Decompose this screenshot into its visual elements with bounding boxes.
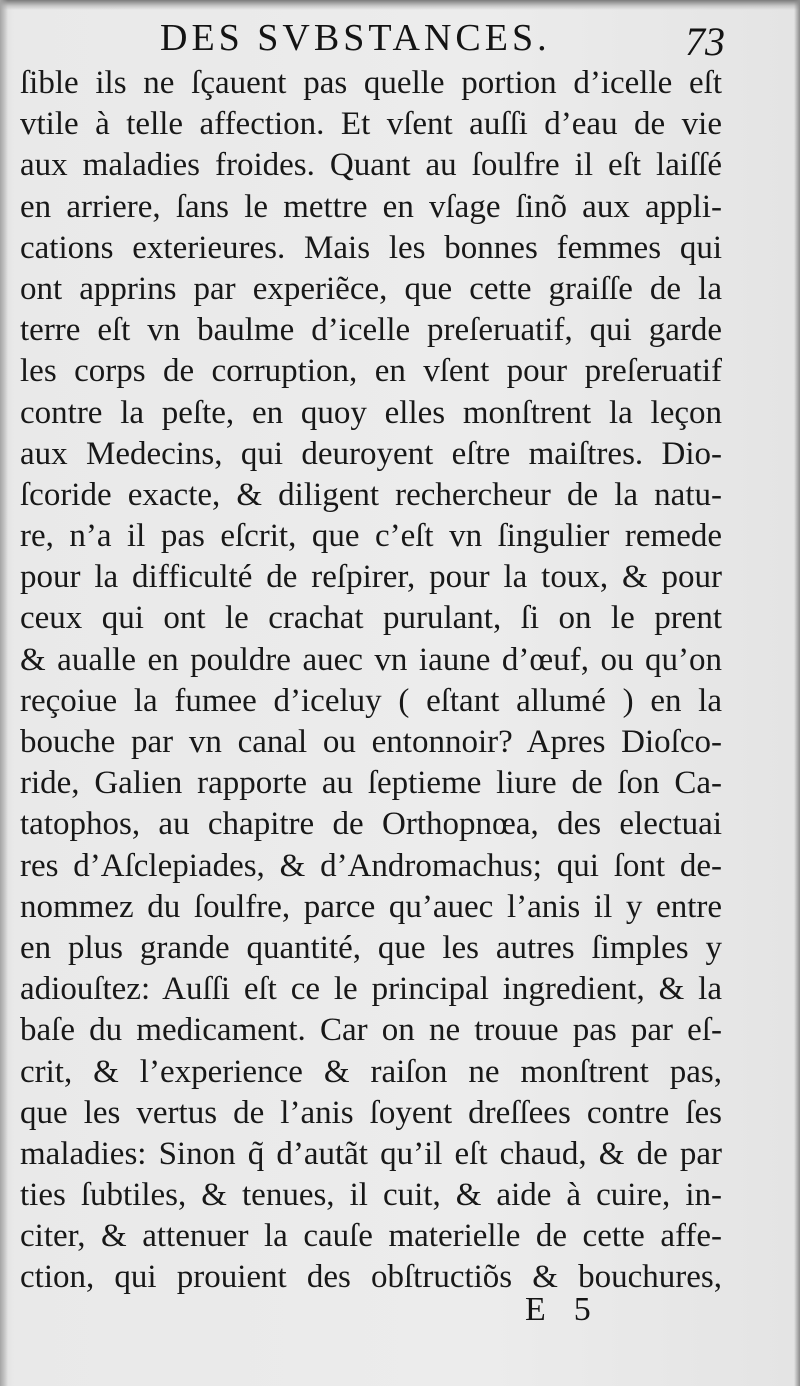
text-line: ont apprins par experiẽce, que cette graiſſe de la — [20, 270, 722, 307]
text-line: reçoiue la fumee d’iceluy ( eſtant allumé ) en la — [20, 682, 722, 719]
signature-letter: E — [525, 1291, 546, 1328]
text-line: bouche par vn canal ou entonnoir? Apres Dioſco- — [20, 724, 722, 760]
text-line: pour la difficulté de reſpirer, pour la toux, & pour — [20, 559, 722, 596]
text-line: adiouſtez: Auſſi eſt ce le principal ingredient, & la — [20, 971, 722, 1008]
text-line: en plus grande quantité, que les autres ſimples y — [20, 929, 722, 966]
text-line: ſcoride exacte, & diligent rechercheur de la natu- — [20, 476, 722, 513]
body-text — [20, 63, 722, 1299]
text-line: aux Medecins, qui deuroyent eſtre maiſtres. Dio- — [20, 435, 722, 472]
text-line: contre la peſte, en quoy elles monſtrent la leçon — [20, 394, 722, 431]
text-line: ceux qui ont le crachat purulant, ſi on le prent — [20, 600, 722, 637]
text-line: terre eſt vn baulme d’icelle preſeruatif, qui garde — [20, 312, 722, 349]
text-line: ction, qui prouient des obſtructiõs & bouchures, — [20, 1259, 722, 1296]
running-head: DES SVBSTANCES. — [160, 17, 551, 59]
text-line: aux maladies froides. Quant au ſoulfre il eſt laiſſé — [20, 147, 722, 184]
page-number: 73 — [685, 19, 725, 64]
text-line: baſe du medicament. Car on ne trouue pas par eſ- — [20, 1012, 722, 1049]
text-line: ride, Galien rapporte au ſeptieme liure de ſon Ca- — [20, 765, 722, 802]
text-line: maladies: Sinon q̃ d’autãt qu’il eſt chaud, & de par — [20, 1135, 722, 1172]
text-line: crit, & l’experience & raiſon ne monſtrent pas, — [20, 1053, 722, 1090]
page-top-edge — [0, 0, 800, 10]
page-gutter-shadow — [0, 0, 8, 1386]
text-line: les corps de corruption, en vſent pour preſeruatif — [20, 353, 722, 390]
signature-number: 5 — [573, 1291, 591, 1328]
text-line: ſible ils ne ſçauent pas quelle portion d’icelle eſt — [20, 65, 722, 101]
text-line: re, n’a il pas eſcrit, que c’eſt vn ſingulier remede — [20, 518, 722, 555]
text-line: & aualle en pouldre auec vn iaune d’œuf, ou qu’on — [20, 641, 722, 678]
text-line: cations exterieures. Mais les bonnes femmes qui — [20, 229, 722, 266]
text-line: tatophos, au chapitre de Orthopnœa, des electuai — [20, 806, 722, 843]
text-line: en arriere, ſans le mettre en vſage ſinõ aux appli- — [20, 188, 722, 225]
text-line: ties ſubtiles, & tenues, il cuit, & aide à cuire, in- — [20, 1177, 722, 1214]
page-fore-edge — [794, 0, 800, 1386]
text-line: que les vertus de l’anis ſoyent dreſſees contre ſes — [20, 1094, 722, 1131]
text-line: nommez du ſoulfre, parce qu’auec l’anis il y entre — [20, 888, 722, 925]
signature-mark — [525, 1290, 591, 1330]
text-line: vtile à telle affection. Et vſent auſſi d’eau de vie — [20, 106, 722, 143]
text-line: res d’Aſclepiades, & d’Andromachus; qui ſont de- — [20, 847, 722, 884]
text-line: citer, & attenuer la cauſe materielle de cette affe- — [20, 1218, 722, 1255]
